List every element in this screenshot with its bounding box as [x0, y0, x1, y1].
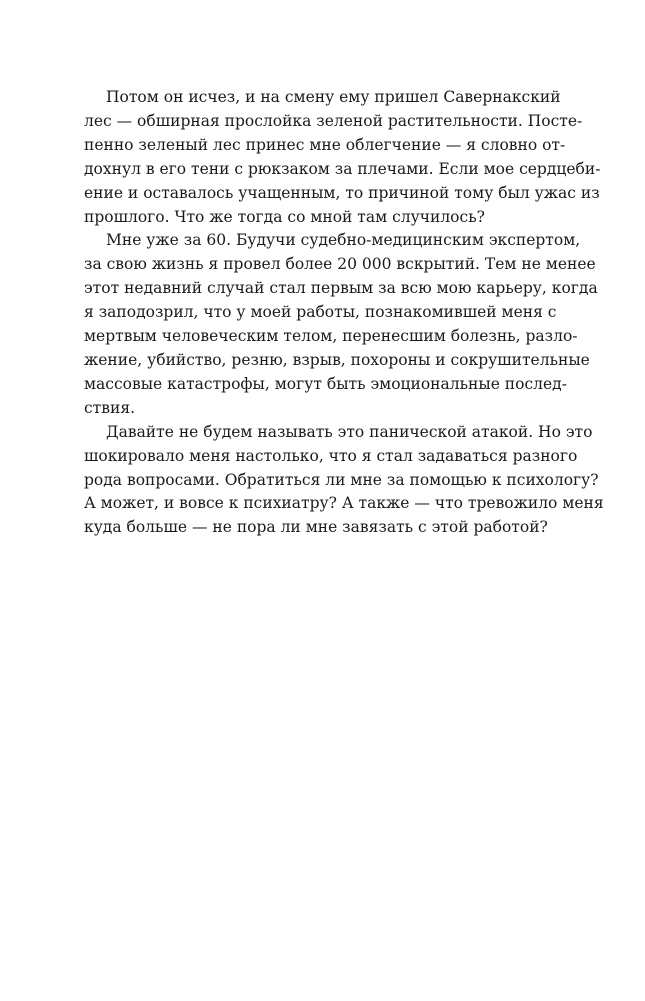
text-line: лес — обширная прослойка зеленой растительности. Посте- [84, 111, 583, 130]
text-line: прошлого. Что же тогда со мной там случилось? [84, 207, 485, 226]
text-line: ствия. [84, 398, 136, 417]
text-line: массовые катастрофы, могут быть эмоциональные послед- [84, 374, 567, 393]
paragraph-3 [84, 421, 604, 541]
text-line: этот недавний случай стал первым за всю мою карьеру, когда [84, 279, 598, 298]
text-line: за свою жизнь я провел более 20 000 вскрытий. Тем не менее [84, 255, 596, 274]
text-line: ение и оставалось учащенным, то причиной тому был ужас из [84, 183, 600, 202]
text-line: куда больше — не пора ли мне завязать с этой работой? [84, 518, 548, 537]
text-line: пенно зеленый лес принес мне облегчение — я словно от- [84, 135, 566, 154]
text-line: А может, и вовсе к психиатру? А также — что тревожило меня [84, 494, 604, 513]
text-line: мертвым человеческим телом, перенесшим болезнь, разло- [84, 327, 578, 346]
text-line: Мне уже за 60. Будучи судебно-медицинским экспертом, [106, 231, 581, 250]
text-line: шокировало меня настолько, что я стал задаваться разного [84, 446, 578, 465]
text-line: дохнул в его тени с рюкзаком за плечами. Если мое сердцеби- [84, 159, 601, 178]
paragraph-2 [84, 229, 598, 420]
text-line: Потом он исчез, и на смену ему пришел Савернакский [106, 88, 561, 106]
body-text [84, 86, 604, 540]
paragraph-1 [84, 86, 601, 229]
text-line: Давайте не будем называть это панической атакой. Но это [106, 422, 593, 441]
text-line: я заподозрил, что у моей работы, познакомившей меня с [84, 303, 557, 322]
text-line: рода вопросами. Обратиться ли мне за помощью к психологу? [84, 470, 599, 489]
text-line: жение, убийство, резню, взрыв, похороны и сокрушительные [84, 350, 590, 369]
